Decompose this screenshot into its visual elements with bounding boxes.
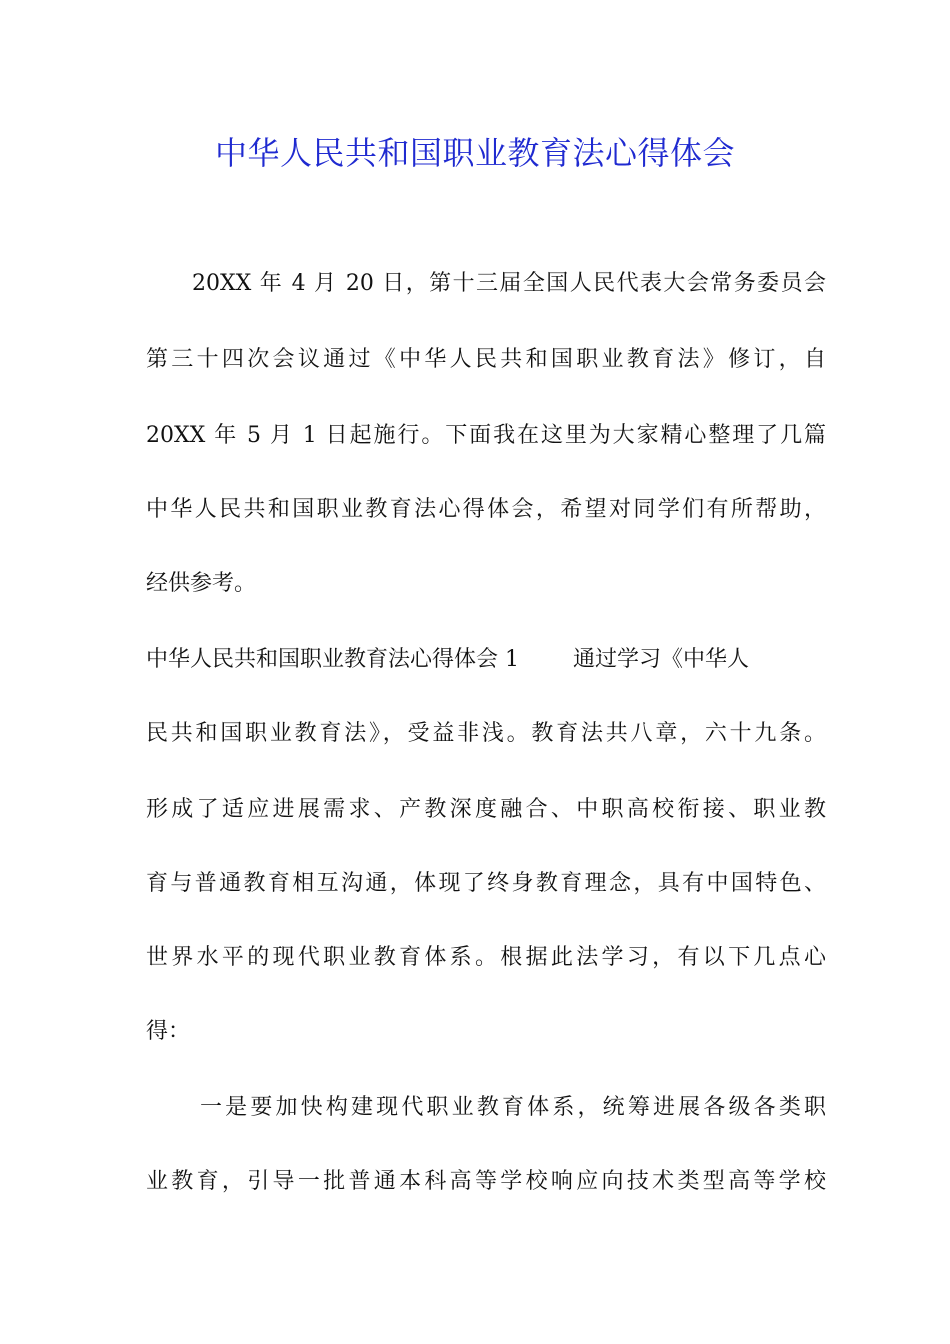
- section-1-line-5: 世界水平的现代职业教育体系。根据此法学习，有以下几点心: [146, 945, 826, 970]
- intro-line-2: 第三十四次会议通过《中华人民共和国职业教育法》修订，自: [146, 347, 826, 372]
- intro-line-4: 中华人民共和国职业教育法心得体会，希望对同学们有所帮助，: [146, 497, 826, 522]
- intro-line-1: 20XX 年 4 月 20 日，第十三届全国人民代表大会常务委员会: [192, 271, 826, 296]
- section-1-first-line: [146, 640, 826, 680]
- intro-line-5: 经供参考。: [146, 571, 257, 596]
- section-1-heading: 中华人民共和国职业教育法心得体会 1: [146, 647, 519, 672]
- section-1-first-line-text: 通过学习《中华人: [573, 647, 750, 672]
- intro-line-3: 20XX 年 5 月 1 日起施行。下面我在这里为大家精心整理了几篇: [146, 423, 826, 448]
- section-1-line-3: 形成了适应进展需求、产教深度融合、中职高校衔接、职业教: [146, 797, 826, 822]
- section-1-line-4: 育与普通教育相互沟通，体现了终身教育理念，具有中国特色、: [146, 871, 826, 896]
- section-1-line-2: 民共和国职业教育法》，受益非浅。教育法共八章，六十九条。: [146, 721, 826, 746]
- document-title: 中华人民共和国职业教育法心得体会: [214, 134, 735, 172]
- section-1-line-6: 得：: [146, 1019, 191, 1044]
- point-1-line-2: 业教育，引导一批普通本科高等学校响应向技术类型高等学校: [146, 1169, 826, 1194]
- point-1-line-1: 一是要加快构建现代职业教育体系，统筹进展各级各类职: [200, 1095, 826, 1120]
